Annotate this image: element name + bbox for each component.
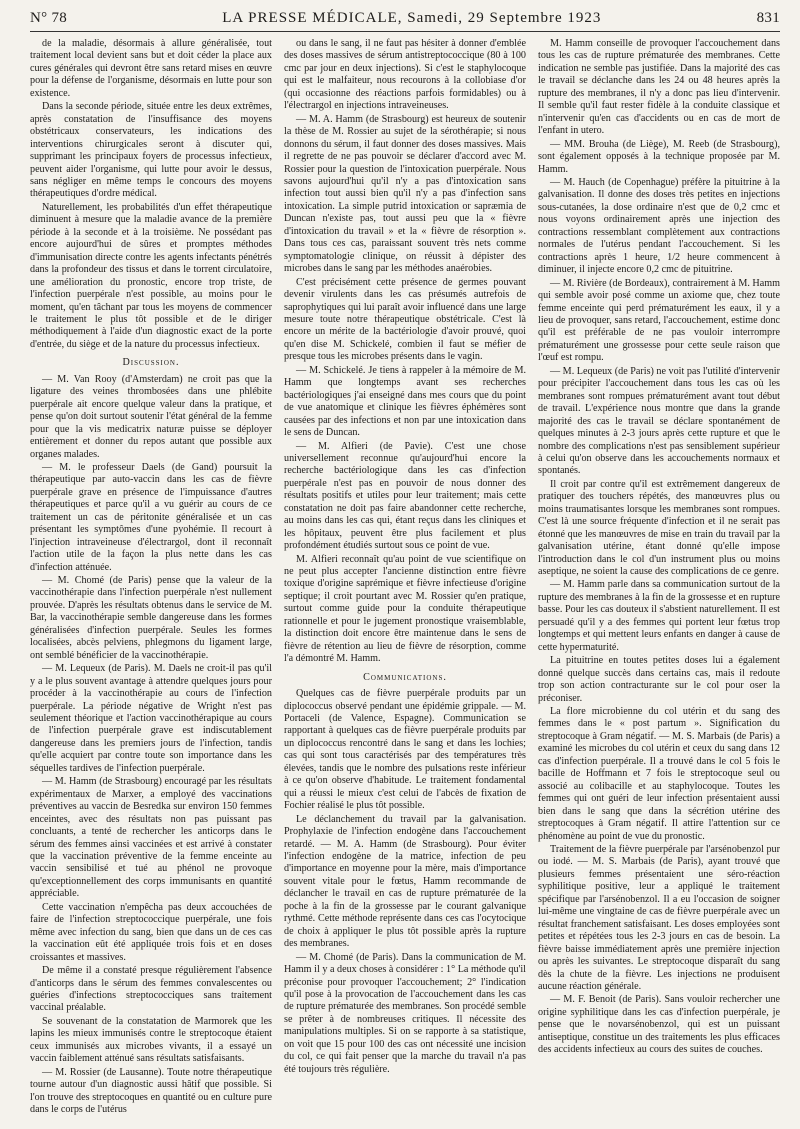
paragraph: — M. Hamm (de Strasbourg) encouragé par les résultats expérimentaux de Marxer, a employé des vaccinations préventives au vaccin de Besredka sur environ 150 femmes enceintes, avec des résultats non pas puissant pas concluants, a tenté de rechercher les anticorps dans le sérum des femmes ainsi vaccinées et est arrivé à constater que la vaccination préventive de la femme enceinte au vaccin sensibilisé et tué au phénol ne provoque qu'exceptionnellement des corps immunisants en quantité appréciable.	[30, 776, 272, 900]
paragraph: — M. Chomé (de Paris) pense que la valeur de la vaccinothérapie dans l'infection puerpérale n'est nullement prouvée. D'après les résultats obtenus dans le service de M. Bar, la vaccinothérapie semble dangereuse dans les formes généralisées d'infection puerpérale. Seules les formes localisées, abcès pelviens, phlegmons du ligament large, ont semblé bénéficier de la vaccinothérapie.	[30, 575, 272, 661]
paragraph: Se souvenant de la constatation de Marmorek que les lapins les mieux immunisés contre le streptocoque étaient ceux immunisés aux microbes vivants, il a essayé un vaccin faiblement atténué sans résultats satisfaisants.	[30, 1015, 272, 1065]
paragraph: — M. Hamm parle dans sa communication surtout de la rupture des membranes à la fin de la grossesse et en rupture basse. Pour les cas douteux il s'abstient naturellement. Il est persuadé qu'il y a des femmes qui portent leur fœtus trop longtemps et qui mettent leurs enfants en danger à cause de cette hypermaturité.	[538, 579, 780, 653]
section-heading: Discussion.	[122, 357, 180, 369]
page-header	[30, 10, 780, 32]
column-2	[284, 38, 526, 1118]
paragraph: Il croit par contre qu'il est extrêmement dangereux de pratiquer des touchers répétés, des manœuvres plus ou moins traumatisantes lorsque les membranes sont rompues. C'est là une source fréquente d'infection et il ne serait pas étonné que les manœuvres de mise en train du travail par la galvanisation utérine, étant donné qu'elle impose l'introduction dans le col d'un instrument plus ou moins aseptique, ne soient la cause des complications de ce genre.	[538, 478, 780, 578]
text-columns	[30, 38, 780, 1118]
paragraph: La pituitrine en toutes petites doses lui a également donné quelque succès dans certains cas, mais il redoute trop son action contracturante sur le col pour oser la préconiser.	[538, 655, 780, 704]
paragraph: — M. Van Rooy (d'Amsterdam) ne croit pas que la ligature des veines thrombosées dans une phlébite puerpérale ait encore quelque valeur dans la pratique, et pense qu'on doit surtout soutenir l'état général de la femme pour que la vis medicatrix naturæ puisse se déployer entièrement et donner du repos autant que possible aux organes malades.	[30, 373, 272, 460]
paragraph: — M. Schickelé. Je tiens à rappeler à la mémoire de M. Hamm que longtemps avant ses recherches bactériologiques j'ai enseigné dans mes cours que du point de vue anatomique et clinique les fièvres éphémères sont causées par des infections et non par une intoxication dans le sens de Duncan.	[284, 364, 526, 439]
column-1	[30, 38, 272, 1118]
paragraph: ou dans le sang, il ne faut pas hésiter à donner d'emblée des doses massives de sérum antistreptococcique (80 à 100 cmc par jour en deux injections). Si c'est le staphylocoque qui est le malfaiteur, nous recourons à la collobiase d'or (qui occasionne des réactions parfois formidables) ou à l'électrargol en injections intraveineuses.	[284, 38, 526, 112]
paragraph: C'est précisément cette présence de germes pouvant devenir virulents dans les cas présumés autrefois de saprophytiques qui lui paraît avoir influencé dans une large mesure toute notre thérapeutique obstétricale. C'est là encore un mérite de la bactériologie d'avoir prouvé, quoi qu'en dise M. Schickelé, combien il faut se méfier de presque tous les microbes présents dans le vagin.	[284, 276, 526, 363]
paragraph: — M. Rossier (de Lausanne). Toute notre thérapeutique tourne autour d'un diagnostic aussi hâtif que possible. Si l'on trouve des streptocoques en quantité ou en culture pure dans le corps de l'utérus	[30, 1066, 272, 1116]
issue-number: N° 78	[30, 10, 68, 26]
paragraph: — M. Alfieri (de Pavie). C'est une chose universellement reconnue qu'aujourd'hui encore la recherche bactériologique dans les cas d'infection puerpérale n'est pas en pouvoir de nous donner des résultats positifs et utiles pour leur traitement; mais cette constatation ne doit pas faire abandonner cette recherche, au moins dans les cas qui, étant reçus dans les cliniques et les hôpitaux, peuvent être plus facilement et plus profondément étudiés surtout sous ce point de vue.	[284, 440, 526, 552]
paragraph: — MM. Brouha (de Liège), M. Reeb (de Strasbourg), sont également opposés à la technique proposée par M. Hamm.	[538, 138, 780, 175]
paragraph: — M. Lequeux (de Paris) ne voit pas l'utilité d'intervenir pour précipiter l'accouchement dans tous les cas où les membranes sont rompues prématurément avant tout début de travail. L'expérience nous montre que dans la grande majorité des cas le travail se déclare spontanément de quelques minutes à 2-3 jours après cette rupture et que le nombre des complications n'est pas sensiblement supérieur à celui qu'on observe dans les accouchements normaux et spontanés.	[538, 365, 780, 477]
paragraph: — M. F. Benoit (de Paris). Sans vouloir rechercher une origine syphilitique dans les cas d'infection puerpérale, je pense que le novarsénobenzol, qui est un puissant antiseptique, constitue un des traitements les plus efficaces des accidents infectieux au cours des suites de couches.	[538, 994, 780, 1056]
paragraph: Dans la seconde période, située entre les deux extrêmes, après constatation de l'insuffisance des moyens obstétricaux conservateurs, les indications des interventions chirurgicales seront à discuter qui, supprimant les principaux foyers de processus infectieux, peuvent aider l'organisme, qui lutte pour avoir le dessus, sans négliger en même temps le concours des moyens thérapeutiques d'ordre médical.	[30, 101, 272, 200]
section-heading: Communications.	[363, 671, 447, 683]
masthead-title: LA PRESSE MÉDICALE, Samedi, 29 Septembre 1923	[222, 10, 602, 26]
paragraph: De même il a constaté presque régulièrement l'absence d'anticorps dans le sérum des femmes convalescentes ou guéries d'infections streptococciques sans traitement vaccinal préalable.	[30, 965, 272, 1014]
paragraph: — M. le professeur Daels (de Gand) poursuit la thérapeutique par auto-vaccin dans les cas de fièvre puerpérale grave en présence de l'impuissance d'autres thérapeutiques et parce qu'il a vu guérir au cours de ce traitement un cas de péritonite généralisée et un cas présentant les symptômes d'une pyohémie. Il recourt à l'injection intraveineuse d'électrargol, dont il reconnaît l'action utile de la façon la plus nette dans les cas d'infection atténuée.	[30, 461, 272, 573]
paragraph: — M. A. Hamm (de Strasbourg) est heureux de soutenir la thèse de M. Rossier au sujet de la sérothérapie; si nous donnons du sérum, il faut donner des doses massives. Mais il regrette de ne pas pouvoir se déclarer d'accord avec M. Rossier pour la question de l'intoxication puerpérale. Nous savons aujourd'hui qu'il n'y a pas d'intoxication sans infection tout aussi bien qu'il n'y a pas d'infection sans intoxication. La simple putrid intoxication or sapræmia de Duncan n'existe pas, tout aussi peu que la « fièvre d'intoxication du travail » et la « fièvre de résorption ». Dans tous ces cas, paraissant souvent très nets comme symptomatologie clinique, on réussit à dépister des microbes dans le sang par les méthodes anaérobies.	[284, 113, 526, 275]
paragraph: M. Alfieri reconnaît qu'au point de vue scientifique on ne peut plus accepter l'ancienne distinction entre fièvre toxique d'origine saprémique et fièvre infectieuse d'origine septique; il croit pourtant avec M. Rossier qu'en pratique, surtout comme guide pour la conduite thérapeutique rationnelle et pour le jugement pronostique vraisemblable, la distinction doit encore être maintenue dans le sens de fièvre de rétention au lieu de fièvre de résorption, comme l'a démontré M. Hamm.	[284, 553, 526, 665]
paragraph: Cette vaccination n'empêcha pas deux accouchées de faire de l'infection streptococcique puerpérale, une fois même avec infection du sang, bien que dans un de ces cas la vaccination eût été appliquée trois fois et en doses croissantes et massives.	[30, 901, 272, 963]
paragraph: — M. Lequeux (de Paris). M. Daels ne croit-il pas qu'il y a le plus souvent avantage à attendre quelques jours pour procéder à la vaccinothérapie au cours de l'infection puerpérale. La période négative de Wright n'est pas seulement théorique et l'action vaccinothérapique au cours de l'infection puerpérale grave est indiscutablement dangereuse dans les premiers jours de l'infection, tandis qu'elle acquiert par contre toute son importance dans les séquelles tardives de l'infection puerpérale.	[30, 663, 272, 774]
paragraph: — M. Hauch (de Copenhague) préfère la pituitrine à la galvanisation. Il donne des doses très petites en injections sous-cutanées, la dose ordinaire n'est que de 0,2 cmc et nous voyons ordinairement après une injection des contractions ressemblant complètement aux contractions normales de l'utérus pendant l'accouchement. Si les contractions après 1 heure, 1/2 heure commencent à diminuer, il injecte encore 0,2 cmc de pituitrine.	[538, 176, 780, 276]
paragraph: de la maladie, désormais à allure généralisée, tout traitement local devient sans but et doit céder la place aux cures générales qui devront être sans retard mises en œuvre pour la défense de l'organisme, désormais en lutte pour son existence.	[30, 38, 272, 99]
paragraph: M. Hamm conseille de provoquer l'accouchement dans tous les cas de rupture prématurée des membranes. Cette indication ne semble pas justifiée. Dans la majorité des cas le travail se déclanche dans les 24 ou 48 heures après la rupture des membranes, il n'y a donc pas lieu d'intervenir. Il semble qu'il faut rester fidèle à la conduite classique et n'intervenir qu'en cas d'accidents ou en cas de mort de l'enfant in utero.	[538, 38, 780, 137]
paragraph: La flore microbienne du col utérin et du sang des femmes dans le « post partum ». Signification du streptocoque à Gram négatif. — M. S. Marbais (de Paris) a examiné les microbes du col utérin et ceux du sang dans 12 cas d'infection puerpérale. Il a trouvé dans le col 5 fois le bacille de Hoffmann et 7 fois le streptocoque seul ou associé au colibacille et au staphylocoque. Toutes les femmes qui ont guéri de leur infection présentaient aussi bien dans le sang que dans la sécrétion utérine des streptocoques à Gram négatif. Il attire l'attention sur ce phénomène au point de vue du pronostic.	[538, 706, 780, 842]
paragraph: — M. Rivière (de Bordeaux), contrairement à M. Hamm qui semble avoir posé comme un axiome que, chez toute femme enceinte qui perd prématurément les eaux, il y a lieu de provoquer, sans retard, l'accouchement, estime donc qu'il est préférable de ne pas vouloir interrompre prématurément une grossesse pour cette seule raison que l'œuf est rompu.	[538, 277, 780, 364]
paragraph: Naturellement, les probabilités d'un effet thérapeutique diminuent à mesure que la maladie avance de la première période à la seconde et à la troisième. Ne possédant pas encore aujourd'hui de sûres et promptes méthodes d'immunisation directe contre les agents infectants pénétrés dans la profondeur des tissus et dans le torrent circulatoire, une amélioration du pronostic, encore trop triste, de l'infection puerpérale n'est possible, au moins pour le moment, qu'en tâchant par tous les moyens de commencer le traitement le plus tôt possible et de le diriger méthodiquement à l'aide d'un diagnostic exact de la porte d'entrée, du siège et de la nature du processus infectieux.	[30, 201, 272, 350]
column-3	[538, 38, 780, 1118]
paragraph: Le déclanchement du travail par la galvanisation. Prophylaxie de l'infection endogène dans l'accouchement retardé. — M. A. Hamm (de Strasbourg). Pour éviter l'infection endogène de la matrice, infection de peu d'importance en moyenne pour la mère, mais d'importance souvent vitale pour le fœtus, Hamm recommande de déclancher le travail en cas de rupture prématurée de la poche à la fin de la grossesse par le courant galvanique rythmé. Cette méthode représente dans ces cas l'ocytocique de choix à appliquer le plus tôt possible après la rupture des membranes.	[284, 813, 526, 950]
paragraph: Quelques cas de fièvre puerpérale produits par un diplococcus observé pendant une épidémie grippale. — M. Portaceli (de Valence, Espagne). Communication se rapportant à quelques cas de fièvre puerpérale produits par un diplococcus rencontré dans le sang et dans les lochies; cas qui sont tous caractérisés par des températures très élevées, tandis que le nombre des pulsations reste inférieur à ce qu'on observe d'habitude. Le traitement fondamental qui a réussi le mieux c'est celui de l'abcès de fixation de Fochier réalisé le plus tôt possible.	[284, 688, 526, 812]
paragraph: Traitement de la fièvre puerpérale par l'arsénobenzol pur ou iodé. — M. S. Marbais (de Paris), ayant trouvé que plusieurs femmes présentaient une séro-réaction syphilitique positive, leur a appliqué le traitement spécifique par l'arsénobenzol. Il a eu l'occasion de soigner lui-même une vingtaine de cas de fièvre puerpérale avec un résultat franchement satisfaisant. Les doses employées sont petites et répétées tous les 2-3 jours en cas de besoin. La fièvre baisse immédiatement après une première injection ou après les suivantes. Le streptocoque disparaît du sang dès la chute de la fièvre. Les injections ne produisent aucune réaction générale.	[538, 844, 780, 992]
page-number: 831	[756, 10, 780, 26]
paragraph: — M. Chomé (de Paris). Dans la communication de M. Hamm il y a deux choses à considérer : 1° La méthode qu'il préconise pour provoquer l'accouchement; 2° l'indication qu'il pose à la provocation de l'accouchement dans les cas de rupture prématurée des membranes. Son procédé semble se prêter à de nombreuses critiques. Il nécessite des manipulations multiples. Si on se rapporte à sa statistique, on voit que 15 pour 100 des cas ont nécessité une incision du col, ce qui fait penser que la marche du travail n'a pas été toujours très régulière.	[284, 951, 526, 1075]
